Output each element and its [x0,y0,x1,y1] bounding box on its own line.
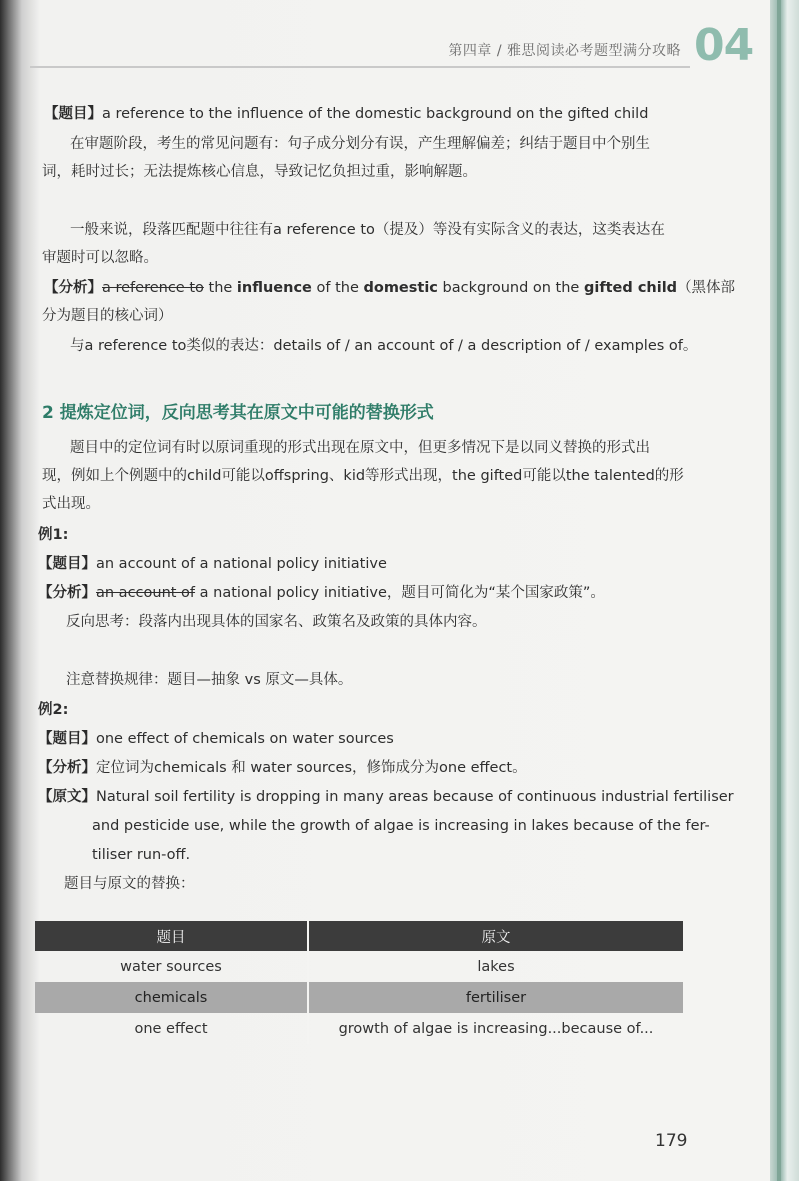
keyword: gifted child [583,280,678,296]
original-text: Natural soil fertility is dropping in many areas because of continuous industrial fertiliser [96,789,734,805]
paragraph-line: 反向思考：段落内出现具体的国家名、政策名及政策的具体内容。 [66,614,487,630]
keyword: influence [236,280,312,296]
paragraph-line: 与a reference to类似的表达：details of / an account of / a description of / examples of。 [70,338,698,354]
original-line [38,787,734,807]
paragraph-line: 现，例如上个例题中的child可能以offspring、kid等形式出现，the gifted可能以the talented的形 [42,468,684,484]
question-text: a reference to the influence of the domestic background on the gifted child [102,106,649,122]
analysis-tag: 【分析】 [38,585,96,601]
paragraph-line: 一般来说，段落匹配题中往往有a reference to（提及）等没有实际含义的表达，这类表达在 [70,222,665,238]
page-edge-band [777,0,781,1181]
analysis-text: a national policy initiative，题目可简化为“某个国家政策”。 [195,585,605,601]
original-tag: 【原文】 [38,789,96,805]
table-row [35,982,683,1013]
question-tag: 【题目】 [44,106,102,122]
paragraph-line: 分为题目的核心词） [42,308,173,324]
analysis-tag: 【分析】 [44,280,102,296]
question-tag: 【题目】 [38,556,96,572]
question-tag: 【题目】 [38,731,96,747]
question-line [44,104,648,124]
table-header-question: 题目 [35,921,308,951]
header-divider [30,66,690,68]
page-edge [770,0,799,1181]
paragraph-line: 词，耗时过长；无法提炼核心信息，导致记忆负担过重，影响解题。 [42,164,477,180]
paragraph-line: 注意替换规律：题目—抽象 vs 原文—具体。 [66,672,353,688]
table-cell: growth of algae is increasing...because of... [338,1020,654,1037]
table-cell: water sources [35,951,308,982]
analysis-text: the [203,280,237,296]
analysis-text: （黑体部 [677,280,736,296]
original-line: tiliser run-off. [92,847,191,863]
table-cell: fertiliser [308,982,683,1013]
table-row [35,951,683,982]
table-cell: lakes [477,958,515,975]
example-label: 例1: [38,527,69,543]
analysis-tag: 【分析】 [38,760,96,776]
page-number: 179 [655,1131,688,1151]
question-text: one effect of chemicals on water sources [96,731,394,747]
paragraph-line: 式出现。 [42,496,100,512]
chapter-number: 04 [694,20,754,71]
table-cell: chemicals [35,982,308,1013]
replacement-table [35,921,683,1044]
table-row [35,1013,683,1044]
analysis-line [44,278,735,298]
analysis-text: of the [311,280,364,296]
paragraph-line: 审题时可以忽略。 [42,250,158,266]
table-header-original: 原文 [308,921,683,951]
running-title: 第四章 / 雅思阅读必考题型满分攻略 [448,43,681,59]
analysis-text: 定位词为chemicals 和 water sources，修饰成分为one effect。 [96,760,527,776]
keyword: domestic [363,280,438,296]
struck-phrase: a reference to [102,280,204,296]
question-line [38,554,387,574]
paragraph-line: 在审题阶段，考生的常见问题有：句子成分划分有误，产生理解偏差；纠结于题目中个别生 [70,136,650,152]
analysis-text: background on the [437,280,584,296]
table-cell: one effect [35,1013,308,1044]
original-line: and pesticide use, while the growth of algae is increasing in lakes because of the fer- [92,818,710,834]
question-line [38,729,394,749]
paragraph-line: 题目与原文的替换： [64,876,195,892]
struck-phrase: an account of [96,585,196,601]
analysis-line [38,583,605,603]
example-label: 例2: [38,702,69,718]
question-text: an account of a national policy initiative [96,556,387,572]
analysis-line [38,758,527,778]
section-heading: 2 提炼定位词，反向思考其在原文中可能的替换形式 [42,403,434,423]
paragraph-line: 题目中的定位词有时以原词重现的形式出现在原文中，但更多情况下是以同义替换的形式出 [70,440,650,456]
table-header-row [35,921,683,951]
